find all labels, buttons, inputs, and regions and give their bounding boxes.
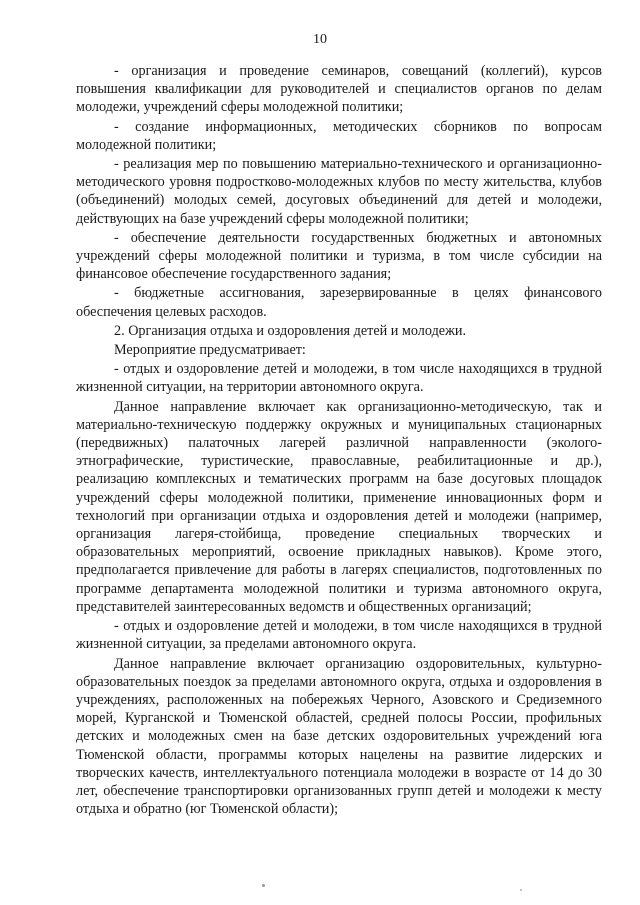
paragraph-direction-camps: Данное направление включает как организационно-методическую, так и материально-техническую поддержку окружных и муниципальных стационарных (передвижных) палаточных лагерей различной направленности (эколого-этнографические, туристические, православные, реабилитационные и др.), реализацию комплексных и тематических программ на базе досуговых площадок учреждений сферы молодежной политики, применение инновационных форм и технологий при организации отдыха и оздоровления детей и молодежи (например, организация лагеря-стойбища, проведение специальных творческих и образовательных мероприятий, освоение прикладных навыков). Кроме этого, предполагается привлечение для работы в лагерях специалистов, подготовленных по программе департамента молодежной политики и туризма автономного округа, представителей заинтересованных ведомств и общественных организаций; — [76, 398, 602, 615]
paragraph-seminars: - организация и проведение семинаров, совещаний (коллегий), курсов повышения квалификации для руководителей и специалистов органов по делам молодежи, учреждений сферы молодежной политики; — [76, 63, 602, 116]
scan-speck — [520, 889, 522, 891]
paragraph-recreation-outside-okrug: - отдых и оздоровление детей и молодежи, в том числе находящихся в трудной жизненной ситуации, за пределами автономного округа. — [76, 618, 602, 653]
paragraph-info-collections: - создание информационных, методических сборников по вопросам молодежной политики; — [76, 118, 602, 153]
scan-speck — [262, 884, 265, 887]
page-number: 10 — [313, 32, 327, 47]
paragraph-institutions-funding: - обеспечение деятельности государственных бюджетных и автономных учреждений сферы молодежной политики и туризма, в том числе субсидии на финансовое обеспечение государственного задания; — [76, 229, 602, 283]
paragraph-direction-trips: Данное направление включает организацию оздоровительных, культурно-образовательных поездок за пределами автономного округа, отдыха и оздоровления в учреждениях, расположенных на побережьях Черного, Азовского и Средиземного морей, Курганской и Тюменской областей, средней полосы России, профильных детских и молодежных смен на базе детских оздоровительных учреждений юга Тюменской области, программы которых нацелены на развитие лидерских и творческих качеств, интеллектуального потенциала молодежи в возрасте от 14 до 30 лет, обеспечение транспортировки организованных групп детей и молодежи к месту отдыха и обратно (юг Тюменской области); — [76, 655, 602, 818]
paragraph-clubs-support: - реализация мер по повышению материально-технического и организационно-методического уровня подростково-молодежных клубов по месту жительства, клубов (объединений) молодых семей, досуговых объединений для детей и молодежи, действующих на базе учреждений сферы молодежной политики; — [76, 156, 602, 227]
section-heading-recreation: 2. Организация отдыха и оздоровления детей и молодежи. — [114, 322, 467, 339]
paragraph-recreation-within-okrug: - отдых и оздоровление детей и молодежи, в том числе находящихся в трудной жизненной ситуации, на территории автономного округа. — [76, 361, 602, 396]
paragraph-measure-intro: Мероприятие предусматривает: — [114, 342, 306, 359]
document-body — [76, 62, 602, 818]
paragraph-budget-reserve: - бюджетные ассигнования, зарезервированные в целях финансового обеспечения целевых расходов. — [76, 285, 602, 320]
